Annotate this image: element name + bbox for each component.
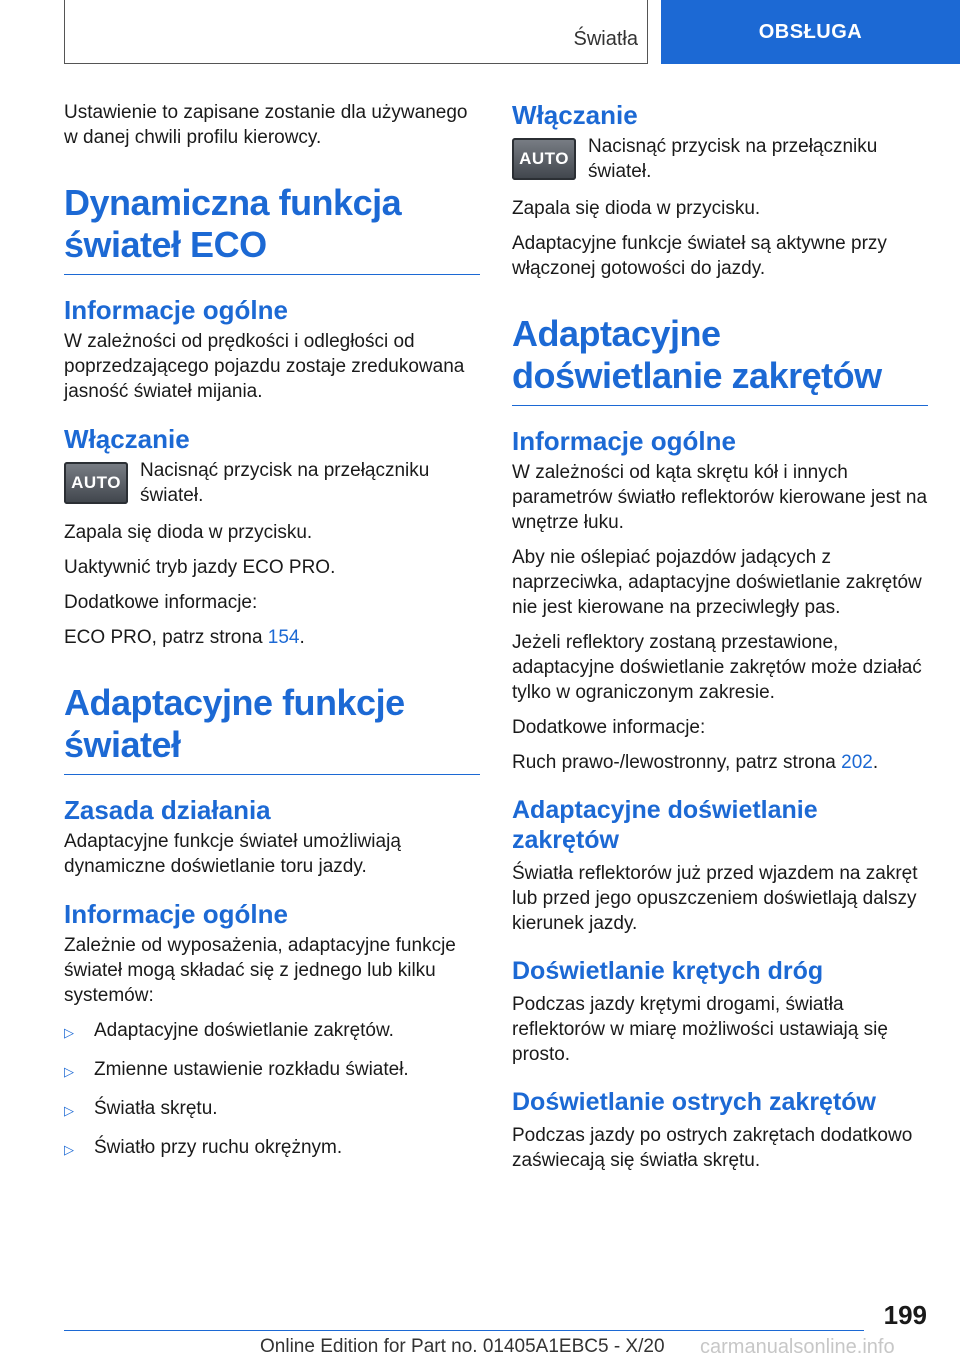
auto-button-icon: AUTO <box>512 138 576 180</box>
heading-curve: Adaptacyjne doświetlanie zakrętów <box>512 313 928 406</box>
triangle-bullet-icon: ▷ <box>64 1142 74 1157</box>
triangle-bullet-icon: ▷ <box>64 1025 74 1040</box>
heading-sharp: Doświetlanie ostrych zakrętów <box>512 1088 877 1116</box>
list-item-text: Zmienne ustawienie rozkładu świateł. <box>94 1059 409 1080</box>
eco-led-text: Zapala się dioda w przycisku. <box>64 522 313 543</box>
auto-text: Nacisnąć przycisk na przełączniku świateł. <box>588 136 878 182</box>
chapter-tab[interactable]: OBSŁUGA <box>661 0 960 64</box>
list-item-text: Światła skrętu. <box>94 1098 218 1119</box>
header-box <box>64 0 648 64</box>
page-number: 199 <box>883 1300 927 1330</box>
section-title: Światła <box>573 28 638 50</box>
eco-general-text: W zależności od prędkości i odległości od poprzedzającego pojazdu zostaje zredukowana jasność świateł mijania. <box>64 331 465 402</box>
eco-auto-row <box>64 458 480 508</box>
heading-winding: Doświetlanie krętych dróg <box>512 957 824 985</box>
eco-auto-text: Nacisnąć przycisk na przełączniku świateł. <box>140 460 430 506</box>
list-item-text: Światło przy ruchu okrężnym. <box>94 1137 343 1158</box>
heading-curve-general: Informacje ogólne <box>512 426 736 456</box>
eco-ref-link[interactable]: 154 <box>267 627 300 648</box>
dazzle-text: Aby nie oślepiać pojazdów jadących z naprzeciwka, adaptacyjne doświetlanie zakrętów nie jest kierowane na przeciwległy pas. <box>512 547 922 618</box>
active-text: Adaptacyjne funkcje świateł są aktywne przy włączonej gotowości do jazdy. <box>512 233 887 279</box>
heading-curve-sub: Adaptacyjne doświetlanie zakrętów <box>512 796 818 854</box>
list-item <box>64 1018 480 1045</box>
heading-switch: Włączanie <box>512 100 638 130</box>
principle-text: Adaptacyjne funkcje świateł umożliwiają dynamiczne doświetlanie toru jazdy. <box>64 831 401 877</box>
list-item <box>64 1057 480 1084</box>
list-item <box>64 1096 480 1123</box>
triangle-bullet-icon: ▷ <box>64 1064 74 1079</box>
curve-general-text: W zależności od kąta skrętu kół i innych parametrów światło reflektorów kierowane jest na wnętrze łuku. <box>512 462 928 533</box>
auto-button-icon: AUTO <box>64 462 128 504</box>
ref-end: . <box>872 752 879 773</box>
eco-mode-text: Uaktywnić tryb jazdy ECO PRO. <box>64 557 336 578</box>
footer-divider <box>64 1330 864 1331</box>
heading-eco: Dynamiczna funkcja świateł ECO <box>64 182 480 275</box>
adaptive-general-text: Zależnie od wyposażenia, adaptacyjne funkcje świateł mogą składać się z jednego lub kilku systemów: <box>64 935 456 1006</box>
eco-ref-end: . <box>299 627 305 648</box>
reference <box>512 750 928 775</box>
heading-principle: Zasada działania <box>64 795 271 825</box>
right-column <box>512 100 928 1183</box>
led-text: Zapala się dioda w przycisku. <box>512 198 761 219</box>
more-text: Dodatkowe informacje: <box>512 717 706 738</box>
sharp-text: Podczas jazdy po ostrych zakrętach dodatkowo zaświecają się światła skrętu. <box>512 1125 913 1171</box>
ref-text: Ruch prawo-/lewostronny, patrz strona <box>512 752 836 773</box>
curve-sub-text: Światła reflektorów już przed wjazdem na zakręt lub przed jego opuszczeniem doświetlają dalszy kierunek jazdy. <box>512 863 918 934</box>
heading-adaptive: Adaptacyjne funkcje świateł <box>64 682 480 775</box>
eco-more-text: Dodatkowe informacje: <box>64 592 258 613</box>
heading-eco-general: Informacje ogólne <box>64 295 288 325</box>
ref-link[interactable]: 202 <box>841 752 873 773</box>
adjusted-text: Jeżeli reflektory zostaną przestawione, adaptacyjne doświetlanie zakrętów może działać tylko w ograniczonym zakresie. <box>512 632 922 703</box>
left-column <box>64 100 480 1174</box>
winding-text: Podczas jazdy krętymi drogami, światła reflektorów w miarę możliwości ustawiają się prosto. <box>512 994 888 1065</box>
list-item-text: Adaptacyjne doświetlanie zakrętów. <box>94 1020 394 1041</box>
auto-row <box>512 134 928 184</box>
intro-text: Ustawienie to zapisane zostanie dla używanego w danej chwili profilu kierowcy. <box>64 102 468 148</box>
heading-adaptive-general: Informacje ogólne <box>64 899 288 929</box>
heading-eco-switch: Włączanie <box>64 424 190 454</box>
triangle-bullet-icon: ▷ <box>64 1103 74 1118</box>
systems-list <box>64 1018 480 1162</box>
list-item <box>64 1135 480 1162</box>
watermark-logo: carmanualsonline.info <box>700 1336 895 1358</box>
footer-edition: Online Edition for Part no. 01405A1EBC5 - X/20 <box>260 1336 665 1357</box>
eco-ref-text: ECO PRO, patrz strona <box>64 627 263 648</box>
eco-reference <box>64 625 480 650</box>
